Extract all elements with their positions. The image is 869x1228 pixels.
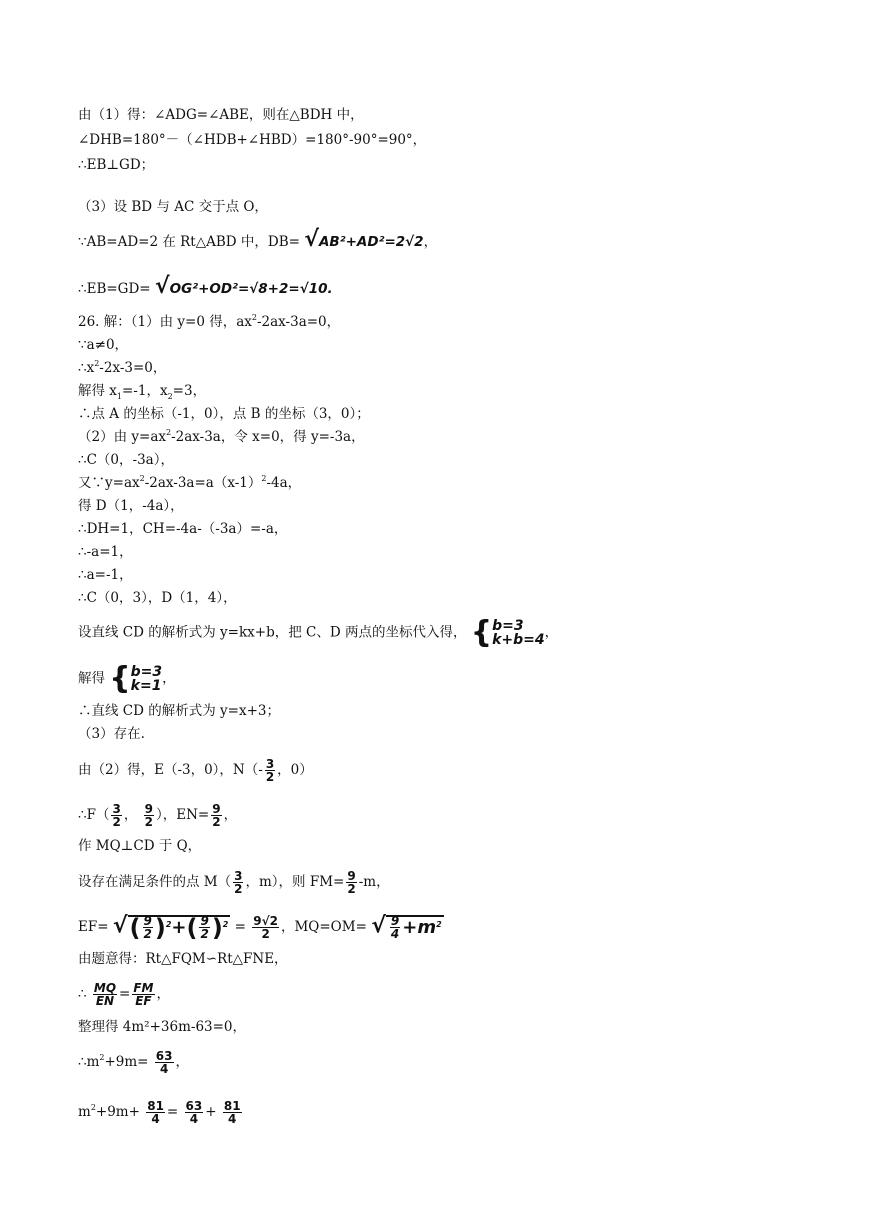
denominator: 4 [146, 1112, 165, 1125]
comma: ， [544, 624, 559, 641]
line-c: ∴C（0，-3a）， [78, 452, 174, 468]
q26-a: 26. 解：（1）由 y=0 得，ax [78, 314, 252, 330]
en-a: 由（2）得，E（-3，0），N（- [78, 762, 263, 778]
fraction [144, 803, 154, 828]
system-eq-2: k=1 [130, 678, 162, 694]
sup-2: 2 [139, 474, 145, 483]
brace-icon: { [470, 615, 493, 650]
f-a: ∴F（ [78, 807, 110, 823]
denominator: 2 [252, 927, 279, 940]
line-roots [78, 382, 206, 402]
part2-a: （2）由 y=ax [78, 429, 166, 445]
comma: ， [175, 1054, 189, 1070]
line-e-n [78, 758, 313, 783]
plus: + [402, 916, 418, 938]
line-part2 [78, 428, 365, 448]
plus: + [171, 916, 187, 938]
vertex-b: -2ax-3a=a（x-1） [144, 475, 262, 491]
comma: ， [123, 807, 138, 823]
numerator: 3 [112, 802, 121, 816]
line-mq-perp: 作 MQ⊥CD 于 Q， [78, 838, 202, 854]
numerator: MQ [93, 981, 117, 995]
roots-b: =-1，x [122, 383, 168, 399]
solve-text: 解得 [78, 670, 105, 687]
therefore: ∴ [78, 986, 87, 1002]
db-comma: ， [423, 234, 438, 250]
fraction [223, 1100, 242, 1125]
numerator: 3 [265, 757, 275, 771]
m-a: 设存在满足条件的点 M（ [78, 874, 232, 890]
sup-2: 2 [436, 919, 442, 929]
line-vertex [78, 474, 301, 494]
plus: + [205, 1104, 217, 1120]
ebgd-formula-text: OG²+OD²=√8+2=√10. [169, 281, 333, 297]
line-d: 得 D（1，-4a）， [78, 498, 184, 514]
line-complete-square [78, 1100, 244, 1125]
q26-b: -2ax-3a=0， [256, 314, 341, 330]
denominator: 4 [155, 1062, 174, 1075]
fraction [155, 1050, 174, 1075]
denominator: 4 [223, 1112, 242, 1125]
line-ratio [78, 982, 170, 1007]
line-cd-result: ∴直线 CD 的解析式为 y=x+3； [78, 703, 280, 719]
sup-2: 2 [222, 919, 229, 929]
line-3: ∴EB⊥GD； [78, 157, 155, 173]
line-points-ab: ∴点 A 的坐标（-1，0），点 B 的坐标（3，0）； [78, 406, 370, 422]
equation-system [131, 665, 163, 693]
quad-b: -2x-3=0， [99, 360, 167, 376]
line-point-m [78, 870, 390, 895]
line-a-value: ∴a=-1， [78, 567, 133, 583]
part2-b: -2ax-3a，令 x=0，得 y=-3a， [171, 429, 365, 445]
numerator: 9√2 [253, 914, 278, 928]
db-formula-text: AB²+AD²=2√2 [318, 234, 424, 250]
ef-b: ，MQ=OM= [280, 919, 367, 935]
numerator: 9 [143, 914, 152, 928]
system-eq-1: b=3 [492, 618, 524, 634]
mq-radical: √ $\frac{9}{4}$ $+m^2$ [371, 913, 442, 941]
denominator: EN [93, 994, 117, 1007]
line-solve [78, 661, 176, 696]
denominator: 2 [112, 815, 121, 829]
ef-radical: √( $\frac{9}{2}$ )$^2$+( $\frac{9}{2}$ )$^2$ [112, 913, 229, 942]
sub-2: 2 [167, 392, 173, 401]
line-cd-setup [78, 615, 559, 650]
line-a-nonzero: ∵a≠0， [78, 337, 129, 353]
numerator: 9 [144, 802, 153, 816]
numerator: FM [133, 981, 154, 995]
denominator: 4 [185, 1112, 204, 1125]
sup-2: 2 [99, 1053, 105, 1062]
roots-a: 解得 x [78, 383, 117, 399]
system-eq-2: k+b=4 [492, 632, 545, 648]
fraction [199, 915, 209, 940]
line-4: （3）设 BD 与 AC 交于点 O， [78, 199, 268, 215]
db-formula: √AB²+AD²=2√2 [304, 227, 424, 252]
sup-2: 2 [165, 428, 172, 437]
sup-2: 2 [165, 919, 172, 929]
denominator: 2 [212, 815, 221, 829]
fraction [390, 915, 400, 940]
numerator: 3 [234, 869, 243, 883]
equals: = [166, 1104, 179, 1120]
brace-icon: { [109, 661, 131, 696]
f-b: ），EN= [155, 807, 210, 823]
numerator: 81 [147, 1099, 164, 1113]
line-m2-9m [78, 1050, 189, 1075]
line-db [78, 227, 438, 252]
denominator: 2 [265, 770, 275, 784]
denominator: 2 [144, 815, 153, 829]
fraction [233, 870, 243, 895]
fraction [252, 915, 279, 940]
numerator: 9 [390, 914, 400, 928]
denominator: 2 [234, 882, 243, 896]
fraction [143, 915, 153, 940]
line-part3: （3）存在. [78, 726, 145, 742]
ebgd-prefix: ∴EB=GD= [78, 281, 151, 297]
m-b: ，m），则 FM= [245, 874, 345, 890]
fraction [132, 982, 154, 1007]
fraction [146, 1100, 165, 1125]
ebgd-formula: √OG²+OD²=√8+2=√10. [154, 274, 333, 299]
numerator: 9 [212, 802, 221, 816]
numerator: 81 [223, 1099, 241, 1113]
sup-2: 2 [251, 313, 257, 322]
line-dh-ch: ∴DH=1，CH=-4a-（-3a）=-a， [78, 521, 288, 537]
ef-a: EF= [78, 919, 109, 935]
line-1: 由（1）得：∠ADG=∠ABE，则在△BDH 中， [78, 107, 364, 123]
denominator: 4 [390, 927, 400, 941]
comma: ， [162, 670, 176, 687]
cs-b: +9m+ [95, 1104, 140, 1120]
numerator: 9 [200, 914, 209, 928]
m2-b: +9m= [104, 1054, 149, 1070]
fraction [185, 1100, 204, 1125]
fraction [93, 982, 117, 1007]
en-b: ，0） [277, 762, 313, 778]
numerator: 63 [155, 1049, 173, 1063]
line-quad [78, 359, 166, 379]
line-simplify: 整理得 4m²+36m-63=0， [78, 1019, 247, 1035]
line-eb-gd [78, 274, 333, 299]
denominator: EF [132, 994, 154, 1007]
fraction [346, 870, 356, 895]
sub-1: 1 [116, 392, 122, 401]
line-ef [78, 915, 444, 940]
numerator: 63 [185, 1099, 203, 1113]
equation-system [492, 619, 545, 647]
m2-a: ∴m [78, 1054, 100, 1070]
system-eq-1: b=3 [130, 664, 163, 680]
equals: = [234, 919, 246, 935]
denominator: 2 [200, 927, 209, 941]
sup-2: 2 [90, 1103, 96, 1112]
line-neg-a: ∴-a=1， [78, 544, 133, 560]
line-c-d: ∴C（0，3），D（1，4）， [78, 590, 237, 606]
cd-setup-text: 设直线 CD 的解析式为 y=kx+b，把 C、D 两点的坐标代入得， [78, 624, 467, 641]
sup-2: 2 [94, 359, 100, 368]
roots-c: =3， [172, 383, 207, 399]
db-prefix: ∵AB=AD=2 在 Rt△ABD 中，DB= [78, 234, 300, 250]
line-26 [78, 313, 340, 333]
comma: ， [156, 986, 170, 1002]
numerator: 9 [347, 869, 356, 883]
equals: = [119, 986, 131, 1002]
line-similar: 由题意得：Rt△FQM∽Rt△FNE， [78, 951, 288, 967]
sup-2: 2 [261, 474, 267, 483]
vertex-a: 又∵y=ax [78, 475, 140, 491]
quad-a: ∴x [78, 360, 95, 376]
denominator: 2 [143, 927, 152, 941]
m-c: -m， [358, 874, 390, 890]
vertex-c: -4a， [266, 475, 302, 491]
cs-a: m [78, 1104, 91, 1120]
denominator: 2 [347, 882, 356, 896]
comma: ， [223, 807, 238, 823]
line-2: ∠DHB=180°－（∠HDB+∠HBD）=180°-90°=90°， [78, 132, 427, 148]
line-f [78, 803, 237, 828]
fraction [111, 803, 121, 828]
fraction [265, 758, 275, 783]
fraction [211, 803, 221, 828]
